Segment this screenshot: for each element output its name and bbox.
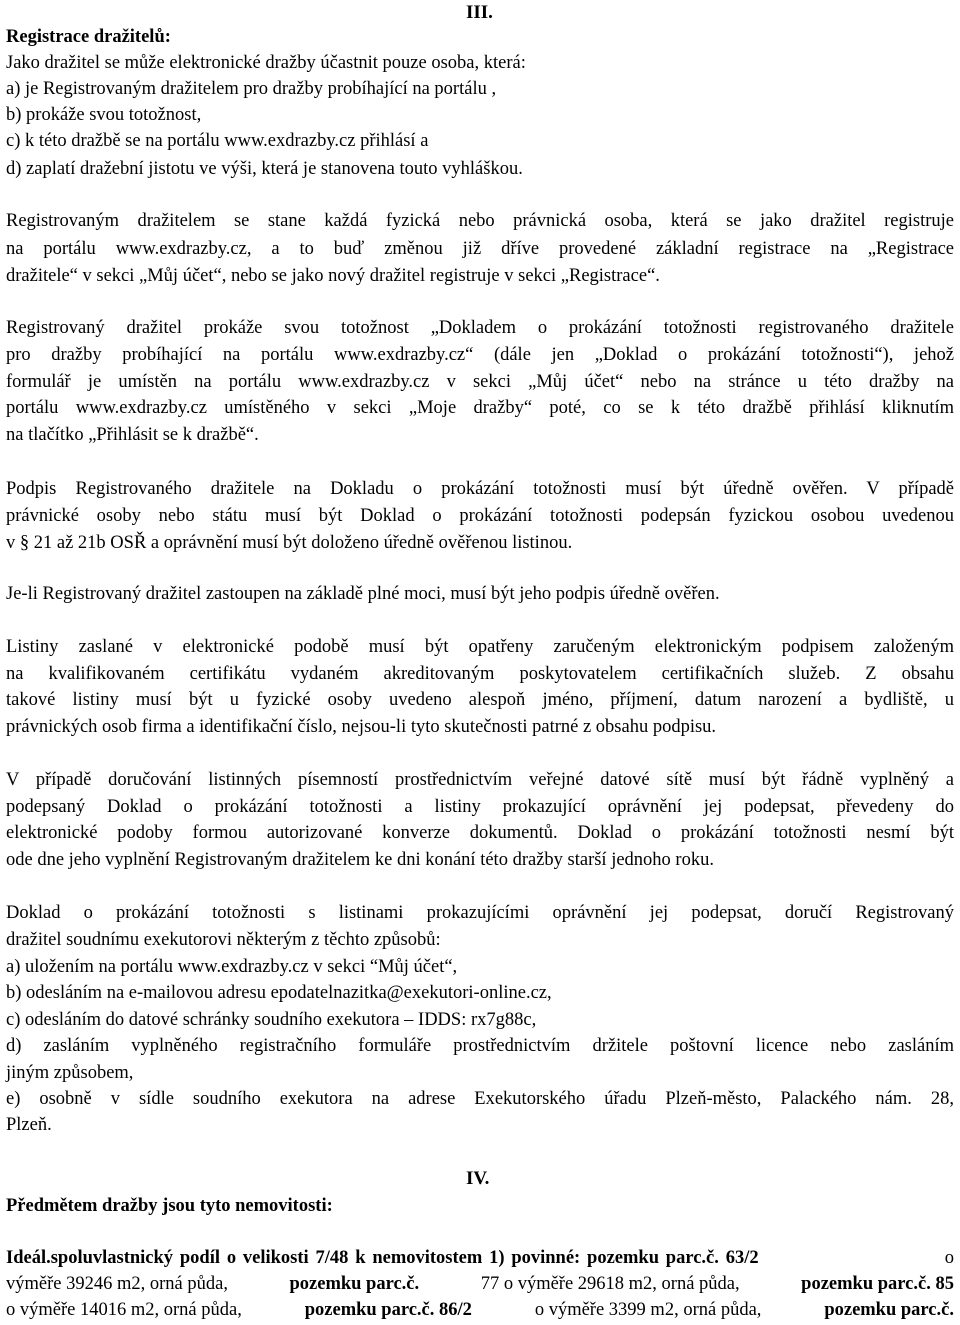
- paragraph-line: portálu www.exdrazby.cz umístěného v sekci „Moje dražby“ poté, co se k této dražbě přihlásí kliknutím: [6, 398, 954, 418]
- property-bold-text: pozemku parc.č. 85: [801, 1274, 954, 1294]
- paragraph-line: na kvalifikovaném certifikátu vydaném akreditovaným poskytovatelem certifikačních služeb. Z obsahu: [6, 664, 954, 684]
- delivery-option-d: d) zasláním vyplněného registračního formuláře prostřednictvím držitele poštovní licence nebo zasláním: [6, 1036, 954, 1056]
- paragraph-line: Plzeň.: [6, 1115, 52, 1135]
- property-bold-text: pozemku parc.č. 86/2: [304, 1300, 472, 1320]
- paragraph-line: ode dne jeho vyplnění Registrovaným dražitelem ke dni konání této dražby starší jednoho roku.: [6, 850, 714, 870]
- paragraph-line: pro dražby probíhající na portálu www.exdrazby.cz“ (dále jen „Doklad o prokázání totožnosti“), jehož: [6, 345, 954, 365]
- paragraph-line: V případě doručování listinných písemností prostřednictvím veřejné datové sítě musí být řádně vyplněný a: [6, 770, 954, 790]
- property-bold-text: pozemku parc.č.: [289, 1274, 420, 1294]
- condition-d: d) zaplatí dražební jistotu ve výši, která je stanovena touto vyhláškou.: [6, 159, 523, 179]
- property-bold-text: Ideál.spoluvlastnický podíl o velikosti 7/48 k nemovitostem 1) povinné: pozemku parc.č. 63/2: [6, 1248, 759, 1268]
- paragraph-line: v § 21 až 21b OSŘ a oprávnění musí být doloženo úředně ověřenou listinou.: [6, 533, 573, 553]
- paragraph-line: Podpis Registrovaného dražitele na Dokladu o prokázání totožnosti musí být úředně ověřen. V případě: [6, 479, 954, 499]
- paragraph-line: Registrovaný dražitel prokáže svou totožnost „Dokladem o prokázání totožnosti registrovaného dražitele: [6, 318, 954, 338]
- paragraph-line: formulář je umístěn na portálu www.exdrazby.cz v sekci „Můj účet“ nebo na stránce u této dražby na: [6, 372, 954, 392]
- paragraph-line: elektronické podoby formou autorizované konverze dokumentů. Doklad o prokázání totožnosti nesmí být: [6, 823, 954, 843]
- section-number-iii: III.: [466, 2, 493, 23]
- property-line-3: [6, 1299, 954, 1321]
- condition-a: a) je Registrovaným dražitelem pro dražby probíhající na portálu ,: [6, 79, 497, 99]
- property-text: o výměře 14016 m2, orná půda,: [6, 1300, 247, 1320]
- intro-text: Jako dražitel se může elektronické dražby účastnit pouze osoba, která:: [6, 53, 526, 73]
- delivery-option-a: a) uložením na portálu www.exdrazby.cz v sekci “Můj účet“,: [6, 957, 458, 977]
- condition-c: c) k této dražbě se na portálu www.exdrazby.cz přihlásí a: [6, 131, 429, 151]
- property-text: výměře 39246 m2, orná půda,: [6, 1274, 233, 1294]
- condition-b: b) prokáže svou totožnost,: [6, 105, 202, 125]
- paragraph-line: právnických osob firma a identifikační číslo, nejsou-li tyto skutečnosti patrné z obsahu podpisu.: [6, 717, 717, 737]
- property-bold-text: pozemku parc.č.: [824, 1300, 954, 1320]
- property-text: 77 o výměře 29618 m2, orná půda,: [476, 1274, 745, 1294]
- property-line-2: [6, 1273, 954, 1295]
- paragraph-line: takové listiny musí být u fyzické osoby uvedeno alespoň jméno, příjmení, datum narození a bydliště, u: [6, 690, 954, 710]
- property-text: o výměře 3399 m2, orná půda,: [530, 1300, 767, 1320]
- registrace-heading: Registrace dražitelů:: [6, 27, 171, 47]
- predmet-heading: Předmětem dražby jsou tyto nemovitosti:: [6, 1196, 333, 1216]
- delivery-option-e: e) osobně v sídle soudního exekutora na adrese Exekutorského úřadu Plzeň-město, Palackého nám. 28,: [6, 1089, 954, 1109]
- section-number-iv: IV.: [466, 1168, 490, 1189]
- paragraph-line: na tlačítko „Přihlásit se k dražbě“.: [6, 425, 259, 445]
- property-text: o: [944, 1248, 954, 1268]
- paragraph-line: dražitele“ v sekci „Můj účet“, nebo se jako nový dražitel registruje v sekci „Registrace“.: [6, 266, 660, 286]
- paragraph-line: právnické osoby nebo státu musí být Doklad o prokázání totožnosti podepsán fyzickou osobou uvedenou: [6, 506, 954, 526]
- delivery-option-b: b) odesláním na e-mailovou adresu epodatelnazitka@exekutori-online.cz,: [6, 983, 552, 1003]
- paragraph-line: jiným způsobem,: [6, 1063, 134, 1083]
- paragraph-line: Je-li Registrovaný dražitel zastoupen na základě plné moci, musí být jeho podpis úředně ověřen.: [6, 584, 720, 604]
- delivery-option-c: c) odesláním do datové schránky soudního exekutora – IDDS: rx7g88c,: [6, 1010, 537, 1030]
- paragraph-line: Listiny zaslané v elektronické podobě musí být opatřeny zaručeným elektronickým podpisem založeným: [6, 637, 954, 657]
- paragraph-line: na portálu www.exdrazby.cz, a to buď změnou již dříve provedené základní registrace na „Registrace: [6, 239, 954, 259]
- paragraph-line: Registrovaným dražitelem se stane každá fyzická nebo právnická osoba, která se jako dražitel registruje: [6, 211, 954, 231]
- property-line-1: [6, 1247, 954, 1269]
- paragraph-line: Doklad o prokázání totožnosti s listinami prokazujícími oprávnění jej podepsat, doručí Registrovaný: [6, 903, 954, 923]
- paragraph-line: podepsaný Doklad o prokázání totožnosti a listiny prokazující oprávnění jej podepsat, převedeny do: [6, 797, 954, 817]
- paragraph-line: dražitel soudnímu exekutorovi některým z těchto způsobů:: [6, 930, 441, 950]
